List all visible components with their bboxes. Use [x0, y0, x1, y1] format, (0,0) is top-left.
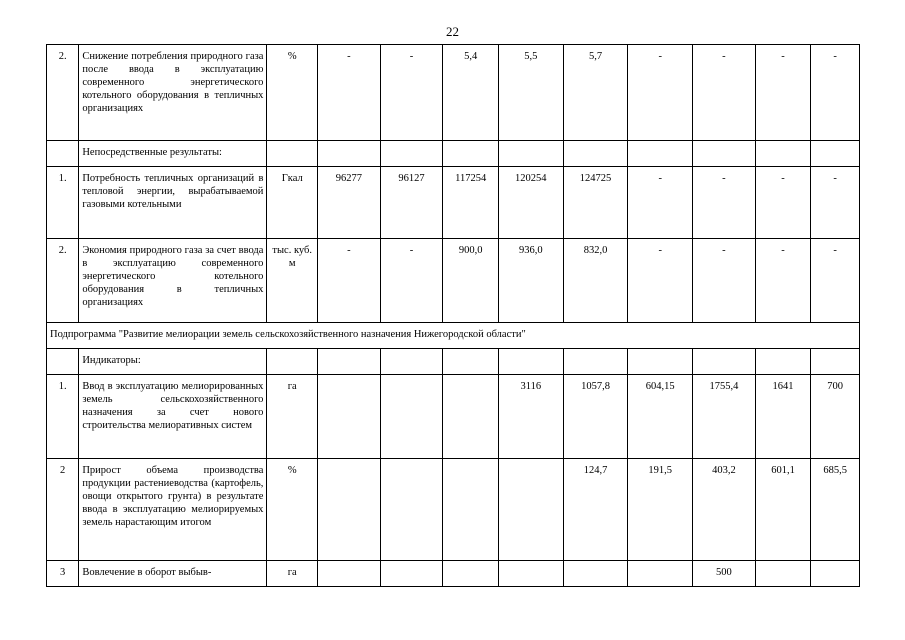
subprogram-title: Подпрограмма "Развитие мелиорации земель сельскохозяйственного назначения Нижегородской области": [47, 323, 860, 349]
value-cell: -: [811, 239, 860, 323]
value-cell: [380, 561, 443, 587]
value-cell: [498, 141, 563, 167]
value-cell: [755, 561, 811, 587]
value-cell: 900,0: [443, 239, 499, 323]
value-cell: 117254: [443, 167, 499, 239]
value-cell: [443, 375, 499, 459]
value-cell: [317, 459, 380, 561]
table-row: [47, 45, 860, 141]
row-number: 3: [47, 561, 79, 587]
value-cell: -: [628, 45, 693, 141]
value-cell: -: [693, 167, 756, 239]
value-cell: 96127: [380, 167, 443, 239]
value-cell: [443, 459, 499, 561]
value-cell: 5,4: [443, 45, 499, 141]
value-cell: 1641: [755, 375, 811, 459]
table-row: [47, 239, 860, 323]
value-cell: [443, 561, 499, 587]
value-cell: [443, 141, 499, 167]
value-cell: -: [755, 167, 811, 239]
unit-cell: [267, 141, 318, 167]
value-cell: [755, 349, 811, 375]
value-cell: [380, 375, 443, 459]
value-cell: 3116: [498, 375, 563, 459]
value-cell: [811, 349, 860, 375]
table-row: [47, 167, 860, 239]
unit-cell: [267, 349, 318, 375]
value-cell: 124725: [563, 167, 628, 239]
value-cell: [811, 141, 860, 167]
unit-cell: га: [267, 561, 318, 587]
value-cell: 604,15: [628, 375, 693, 459]
value-cell: [693, 349, 756, 375]
indicator-name: Прирост объема производства продукции растениеводства (картофель, овощи открытого грунта) в результате ввода в эксплуатацию мелиорируемых земель нарастающим итогом: [79, 459, 267, 561]
value-cell: [380, 349, 443, 375]
value-cell: [563, 561, 628, 587]
row-number: [47, 141, 79, 167]
value-cell: [498, 561, 563, 587]
value-cell: [380, 459, 443, 561]
value-cell: 700: [811, 375, 860, 459]
value-cell: 403,2: [693, 459, 756, 561]
value-cell: 191,5: [628, 459, 693, 561]
row-number: 2.: [47, 239, 79, 323]
indicator-name: Снижение потребления природного газа после ввода в эксплуатацию современного энергетического котельного оборудования в тепличных организациях: [79, 45, 267, 141]
value-cell: -: [693, 45, 756, 141]
value-cell: 96277: [317, 167, 380, 239]
value-cell: [563, 141, 628, 167]
value-cell: [628, 349, 693, 375]
unit-cell: Гкал: [267, 167, 318, 239]
table-body: [47, 45, 860, 587]
row-number: 1.: [47, 375, 79, 459]
value-cell: [498, 459, 563, 561]
table-row: [47, 141, 860, 167]
value-cell: 601,1: [755, 459, 811, 561]
unit-cell: тыс. куб. м: [267, 239, 318, 323]
indicator-name: Экономия природного газа за счет ввода в эксплуатацию современного энергетического котельного оборудования в тепличных организациях: [79, 239, 267, 323]
value-cell: -: [755, 239, 811, 323]
row-number: 2.: [47, 45, 79, 141]
table-row: [47, 375, 860, 459]
value-cell: [628, 141, 693, 167]
table-row: [47, 459, 860, 561]
indicators-table: [46, 44, 860, 587]
value-cell: -: [380, 45, 443, 141]
value-cell: [811, 561, 860, 587]
value-cell: [693, 141, 756, 167]
table-row: [47, 561, 860, 587]
value-cell: [317, 561, 380, 587]
row-number: 2: [47, 459, 79, 561]
unit-cell: %: [267, 45, 318, 141]
value-cell: [317, 141, 380, 167]
value-cell: -: [628, 239, 693, 323]
value-cell: [317, 349, 380, 375]
value-cell: [443, 349, 499, 375]
value-cell: 1057,8: [563, 375, 628, 459]
value-cell: [317, 375, 380, 459]
value-cell: [498, 349, 563, 375]
value-cell: 120254: [498, 167, 563, 239]
row-number: 1.: [47, 167, 79, 239]
row-number: [47, 349, 79, 375]
section-heading: Индикаторы:: [79, 349, 267, 375]
value-cell: -: [811, 167, 860, 239]
indicator-name: Вовлечение в оборот выбыв-: [79, 561, 267, 587]
page-number: 22: [446, 24, 459, 39]
value-cell: 685,5: [811, 459, 860, 561]
value-cell: -: [317, 45, 380, 141]
indicator-name: Ввод в эксплуатацию мелиорированных земель сельскохозяйственного назначения за счет нового строительства мелиоративных систем: [79, 375, 267, 459]
indicator-name: Потребность тепличных организаций в тепловой энергии, вырабатываемой газовыми котельными: [79, 167, 267, 239]
value-cell: 5,7: [563, 45, 628, 141]
unit-cell: %: [267, 459, 318, 561]
section-heading: Непосредственные результаты:: [79, 141, 267, 167]
value-cell: -: [380, 239, 443, 323]
value-cell: 1755,4: [693, 375, 756, 459]
value-cell: [380, 141, 443, 167]
table-row: [47, 323, 860, 349]
value-cell: -: [755, 45, 811, 141]
value-cell: -: [628, 167, 693, 239]
value-cell: 124,7: [563, 459, 628, 561]
value-cell: [755, 141, 811, 167]
value-cell: -: [693, 239, 756, 323]
value-cell: 5,5: [498, 45, 563, 141]
value-cell: -: [317, 239, 380, 323]
value-cell: [563, 349, 628, 375]
value-cell: [628, 561, 693, 587]
value-cell: 936,0: [498, 239, 563, 323]
value-cell: -: [811, 45, 860, 141]
value-cell: 832,0: [563, 239, 628, 323]
table-row: [47, 349, 860, 375]
unit-cell: га: [267, 375, 318, 459]
value-cell: 500: [693, 561, 756, 587]
